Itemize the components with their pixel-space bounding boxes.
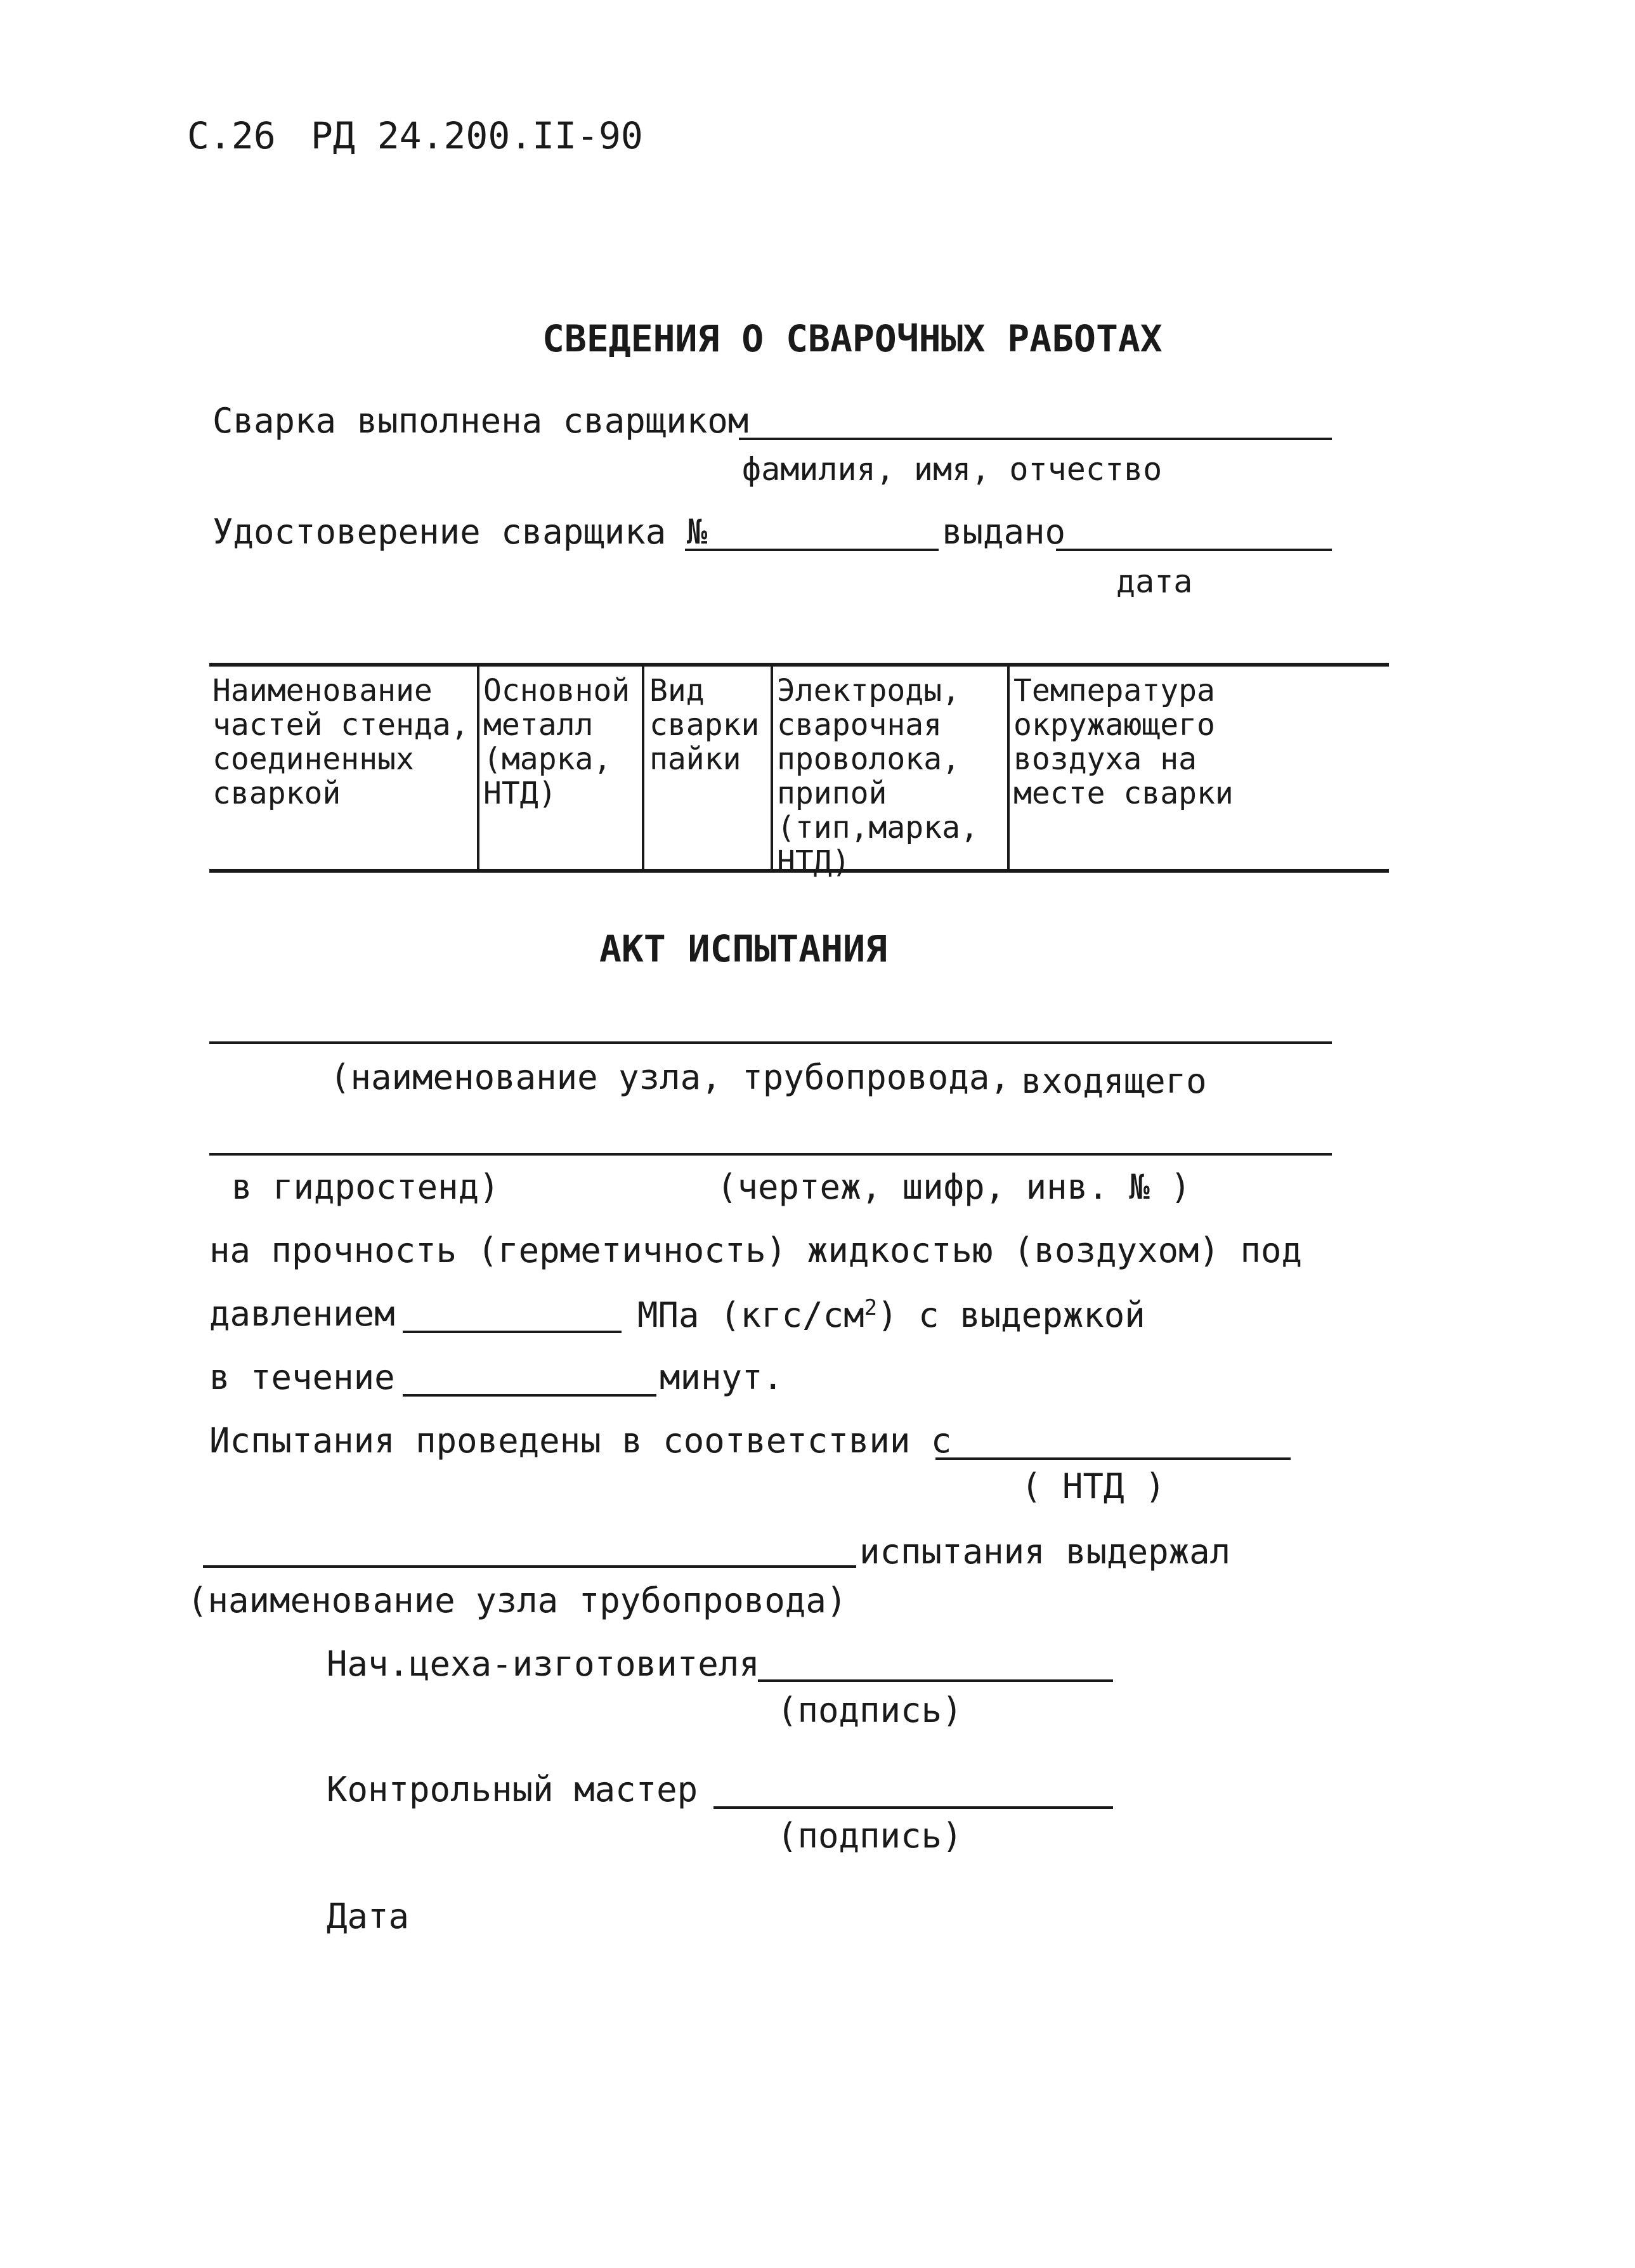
ntd-field[interactable] [935, 1457, 1291, 1460]
master-label: Контрольный мастер [327, 1769, 698, 1809]
chief-signature-caption: (подпись) [777, 1690, 963, 1730]
chief-label: Нач.цеха-изготовителя [327, 1644, 760, 1684]
pressure-label: давлением [209, 1294, 395, 1334]
welding-title: СВЕДЕНИЯ О СВАРОЧНЫХ РАБОТАХ [542, 317, 1163, 360]
welder-name-caption: фамилия, имя, отчество [742, 451, 1163, 488]
stand-caption: в гидростенд) [231, 1167, 500, 1207]
master-signature-caption: (подпись) [777, 1816, 963, 1856]
pressure-unit: МПа $(кгс/см^2)$ с выдержкой [637, 1295, 1145, 1335]
table-divider [1007, 663, 1010, 869]
node-name-caption: (наименование узла, трубопровода, [330, 1057, 1010, 1097]
node-name-caption-continued: входящего [1021, 1061, 1207, 1101]
welder-label: Сварка выполнена сварщиком [212, 401, 749, 441]
issued-date-field[interactable] [1056, 549, 1332, 551]
duration-field[interactable] [403, 1394, 656, 1397]
node-caption: (наименование узла трубопровода) [187, 1580, 847, 1620]
welder-name-field[interactable] [739, 438, 1332, 440]
table-header-cell: Температура окружающего воздуха на месте сварки [1013, 673, 1234, 811]
chief-signature-field[interactable] [758, 1679, 1113, 1682]
table-divider [771, 663, 773, 869]
page-number: С.26 [187, 114, 276, 157]
passed-label: испытания выдержал [859, 1532, 1231, 1572]
act-title: АКТ ИСПЫТАНИЯ [599, 927, 887, 970]
date-label: Дата [327, 1896, 410, 1936]
issued-label: выдано [942, 512, 1066, 552]
certificate-number-field[interactable] [685, 549, 939, 551]
node-name-field[interactable] [209, 1041, 1332, 1044]
table-divider [642, 663, 644, 869]
certificate-label: Удостоверение сварщика № [212, 512, 708, 552]
issued-date-caption: дата [1116, 563, 1193, 600]
passed-node-field[interactable] [203, 1565, 856, 1568]
table-top-rule [209, 663, 1389, 667]
conducted-label: Испытания проведены в соответствии с [209, 1421, 952, 1461]
table-header-cell: Основной металл (марка, НТД) [483, 673, 630, 811]
duration-label: в течение [209, 1357, 395, 1397]
pressure-field[interactable] [403, 1331, 622, 1333]
table-divider [477, 663, 479, 869]
table-header-cell: Вид сварки пайки [649, 673, 760, 777]
drawing-caption: (чертеж, шифр, инв. № ) [717, 1167, 1191, 1207]
minutes-label: минут. [660, 1357, 784, 1397]
table-header-cell: Наименование частей стенда, соединенных сваркой [212, 673, 469, 811]
ntd-caption: ( НТД ) [1021, 1466, 1166, 1506]
table-header-cell: Электроды, сварочная проволока, припой (тип,марка, НТД) [777, 673, 979, 880]
drawing-field[interactable] [209, 1153, 1332, 1156]
master-signature-field[interactable] [713, 1806, 1113, 1809]
strength-statement: на прочность (герметичность) жидкостью (воздухом) под [209, 1230, 1303, 1270]
document-code: РД 24.200.II-90 [311, 114, 643, 157]
